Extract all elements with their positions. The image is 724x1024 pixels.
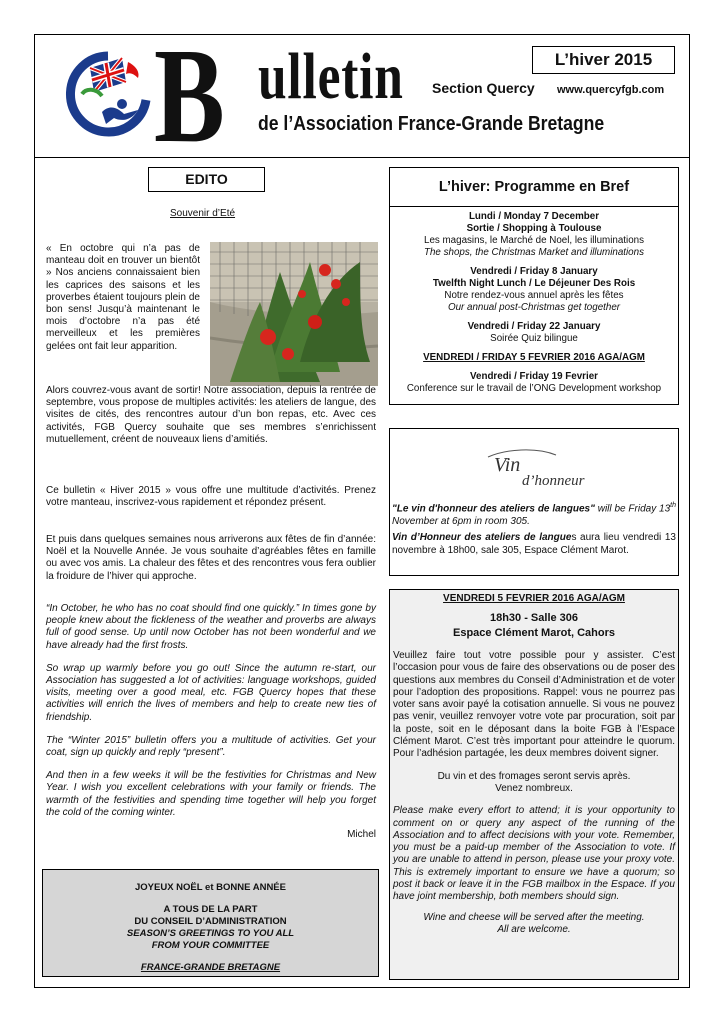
event-1-fr: Les magasins, le Marché de Noel, les illuminations: [424, 235, 644, 246]
agm-place: Espace Clément Marot, Cahors: [453, 627, 615, 639]
agm-english-text: Please make every effort to attend; it is your opportunity to comment on or query any aspect of the running of the Association and to affect decisions with your vote. Remember, you must be a paid-up member of the Association to vote. If you are unable to attend in person, please use your proxy vote. This is extremely important to ensure we have a quorum; so post it back or leave it in the FGB mailbox in the Espace. If you have joint membership, both members should sign.: [393, 805, 675, 903]
edito-en-paragraph-3: The “Winter 2015” bulletin offers you a multitude of activities. Get your coat, sign up quickly and reply “present”.: [46, 734, 376, 759]
edito-english-text: [46, 603, 376, 830]
greetings-line-6: FRANCE-GRANDE BRETAGNE: [140, 962, 281, 973]
vin-english-text: "Le vin d'honneur des ateliers de langues" will be Friday 13th November at 6pm in room 305.: [392, 502, 677, 527]
edito-en-paragraph-4: And then in a few weeks it will be the festivities for Christmas and New Year. I wish you excellent celebrations with your family or friends. The warmth of the festivities and spending time together will help you forget the cold of the coming winter.: [46, 770, 376, 818]
fgb-logo: [62, 48, 154, 140]
greetings-line-4: SEASON’S GREETINGS TO YOU ALL: [126, 928, 295, 939]
agm-heading: VENDREDI 5 FEVRIER 2016 AGA/AGM: [443, 593, 625, 604]
greetings-line-1: JOYEUX NOËL et BONNE ANNÉE: [135, 882, 286, 893]
edito-signature: Michel: [347, 829, 376, 840]
vin-honneur-logo: [486, 443, 606, 489]
greetings-line-3: DU CONSEIL D’ADMINISTRATION: [134, 916, 287, 927]
association-name: de l’Association France-Grande Bretagne: [258, 113, 605, 135]
programme-box: [389, 167, 679, 405]
greetings-line-5: FROM YOUR COMMITTEE: [151, 940, 270, 951]
rose-photo: [210, 242, 378, 386]
vin-french-text: Vin d’Honneur des ateliers de langues aura lieu vendredi 13 novembre à 18h00, sale 305, Espace Clément Marot.: [392, 532, 676, 556]
event-5-text: Conference sur le travail de l’ONG Development workshop: [406, 383, 662, 394]
event-1-en: The shops, the Christmas Market and illuminations: [424, 247, 644, 258]
greetings-box: [42, 869, 379, 977]
event-1-date: Lundi / Monday 7 December: [468, 211, 600, 222]
event-2-date: Vendredi / Friday 8 January: [470, 266, 598, 277]
title-ulletin: ulletin: [258, 40, 404, 113]
edito-fr-paragraph-4: Et puis dans quelques semaines nous arriverons aux fêtes de fin d’année: Noël et la Nouvelle Année. Je vous souhaite d’agréables fêtes en famille ou avec vos amis. La chaleur des fêtes et des rencontres vous fera oublier la froidure de l’hiver qui approche.: [46, 534, 376, 582]
edito-fr-paragraph-3: Ce bulletin « Hiver 2015 » vous offre une multitude d’activités. Prenez votre manteau, inscrivez-vous rapidement et répondez présent.: [46, 485, 376, 509]
vin-logo-line-1: Vin: [494, 454, 521, 476]
event-2-en: Our annual post-Christmas get together: [447, 302, 621, 313]
agm-english-closing-1: Wine and cheese will be served after the meeting.: [423, 911, 645, 923]
header-divider: [34, 157, 690, 158]
event-2-fr: Notre rendez-vous annuel après les fêtes: [444, 290, 624, 301]
event-4-agm: VENDREDI / FRIDAY 5 FEVRIER 2016 AGA/AGM: [423, 352, 645, 363]
edito-fr-paragraph-2: Alors couvrez-vous avant de sortir! Notre association, depuis la rentrée de septembre, vous propose de multiples activités: les ateliers de langue, des visites de cités, des rencontres autour d’un bon repas, etc. Avec ces activités, FGB Quercy souhaite que ses membres s’enrichissent mutuellement, créent de nouveaux liens d’amitiés.: [46, 385, 376, 445]
agm-french-closing-1: Du vin et des fromages seront servis après.: [437, 770, 631, 782]
vin-honneur-box: [389, 428, 679, 576]
title-big-b: B: [154, 21, 225, 171]
event-1-title: Sortie / Shopping à Toulouse: [466, 223, 602, 234]
edito-fr-paragraph-1: « En octobre qui n’a pas de manteau doit en trouver un bientôt » Nos anciens connaissaient bien les caprices des saisons et les proverbes étaient toujours plein de bon sens! Jusqu’à maintenant le mois d’octobre n’a pas été merveilleux et les premières gelées ont fait leur apparition.: [46, 243, 200, 352]
section-name: Section Quercy: [432, 80, 535, 96]
website-link[interactable]: www.quercyfgb.com: [557, 84, 665, 96]
edito-heading: EDITO: [148, 167, 265, 192]
programme-list: [390, 207, 678, 395]
agm-french-text: Veuillez faire tout votre possible pour y assister. C’est l’occasion pour vous de faire des observations ou de poser des questions aux membres du Conseil d’Administration et de voter pour l’adoption des propositions. Rappel: vous ne pourrez pas voter sans avoir payé la cotisation annuelle. Si vous ne pouvez pas venir, veuillez renvoyer votre vote par procuration, soit par la poste, soit en le déposant dans la boite FGB à l’Espace Clément Marot. C’est très important pour atteindre le quorum. Pour l’adhésion partagée, les deux membres doivent signer.: [393, 650, 675, 760]
event-3-title: Soirée Quiz bilingue: [490, 333, 578, 344]
programme-heading: L’hiver: Programme en Bref: [390, 168, 678, 207]
agm-french-closing-2: Venez nombreux.: [495, 782, 573, 794]
edito-subtitle: Souvenir d’Eté: [170, 208, 236, 219]
event-5-date: Vendredi / Friday 19 Fevrier: [470, 371, 598, 382]
agm-time: 18h30 - Salle 306: [489, 612, 579, 624]
edito-en-paragraph-2: So wrap up warmly before you go out! Since the autumn re-start, our Association has suggested a lot of activities: language workshops, guided visits, meeting over a good meal, etc. FGB Quercy hopes that these activities will enrich the lives of members and help to create new ties of friendship.: [46, 662, 376, 723]
edito-en-paragraph-1: “In October, he who has no coat should find one quickly.” In times gone by people knew about the fickleness of the weather and proverbs are always full of good sense. Up until now October has not been wonderful and we have already had the first frosts.: [46, 603, 376, 651]
vin-logo-line-2: d’honneur: [522, 473, 585, 489]
issue-season-badge: L’hiver 2015: [532, 46, 675, 74]
greetings-line-2: A TOUS DE LA PART: [163, 904, 258, 915]
event-3-date: Vendredi / Friday 22 January: [467, 321, 601, 332]
event-2-title: Twelfth Night Lunch / Le Déjeuner Des Rois: [432, 278, 636, 289]
agm-box: [389, 589, 679, 980]
agm-english-closing-2: All are welcome.: [497, 923, 571, 935]
